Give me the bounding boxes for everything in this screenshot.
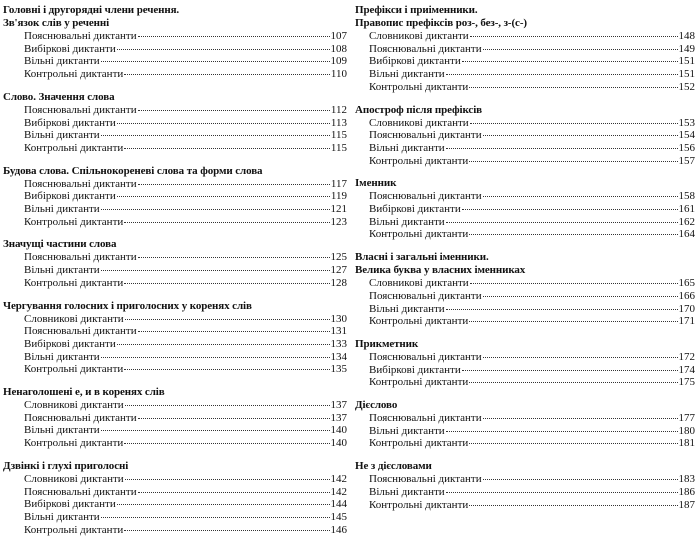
toc-entry[interactable] (355, 364, 695, 377)
entry-label: Контрольні диктанти (369, 80, 469, 93)
dot-leader (469, 443, 677, 444)
dot-leader (483, 357, 678, 358)
toc-section (355, 251, 695, 328)
entry-page-number: 149 (678, 42, 695, 55)
dot-leader (125, 405, 330, 406)
toc-section (3, 91, 347, 155)
toc-entry[interactable] (355, 437, 695, 450)
toc-entry[interactable] (3, 30, 347, 43)
section-heading: Головні і другорядні члени речення. (3, 4, 180, 16)
entry-label: Контрольні диктанти (24, 215, 124, 228)
entry-page-number: 140 (330, 437, 347, 450)
toc-entry[interactable] (3, 524, 347, 537)
section-heading: Ненаголошені е, и в коренях слів (3, 386, 165, 399)
toc-entry[interactable] (355, 376, 695, 389)
entry-label: Контрольні диктанти (24, 276, 124, 289)
toc-entry[interactable] (3, 399, 347, 412)
entry-label: Вільні диктанти (24, 129, 100, 142)
entry-page-number: 140 (330, 424, 347, 437)
entry-page-number: 112 (330, 103, 347, 116)
dot-leader (469, 505, 677, 506)
entry-page-number: 137 (330, 411, 347, 424)
toc-entry[interactable] (3, 363, 347, 376)
entry-page-number: 142 (330, 485, 347, 498)
toc-section (3, 165, 347, 229)
toc-section (355, 399, 695, 450)
entry-page-number: 134 (330, 350, 347, 363)
section-heading: Дзвінкі і глухі приголосні (3, 459, 129, 472)
toc-entry[interactable] (355, 351, 695, 364)
entry-page-number: 156 (678, 141, 695, 154)
toc-entry[interactable] (355, 117, 695, 130)
dot-leader (483, 196, 678, 197)
dot-leader (462, 370, 678, 371)
entry-page-number: 164 (678, 228, 695, 241)
entry-page-number: 127 (330, 264, 347, 277)
toc-entry[interactable] (355, 499, 695, 512)
section-heading: Іменник (355, 177, 397, 190)
entry-label: Вибіркові диктанти (24, 42, 116, 55)
dot-leader (470, 283, 678, 284)
entry-label: Вільні диктанти (24, 55, 100, 68)
dot-leader (462, 61, 678, 62)
entry-label: Вільні диктанти (24, 350, 100, 363)
entry-page-number: 153 (678, 116, 695, 129)
toc-entry[interactable] (3, 277, 347, 290)
entry-label: Пояснювальні диктанти (369, 289, 482, 302)
dot-leader (117, 196, 330, 197)
entry-label: Контрольні диктанти (24, 437, 124, 450)
entry-label: Контрольні диктанти (24, 363, 124, 376)
section-heading: Значущі частини слова (3, 238, 117, 251)
dot-leader (446, 492, 678, 493)
entry-page-number: 119 (330, 190, 347, 203)
entry-page-number: 117 (330, 177, 347, 190)
toc-entry[interactable] (355, 55, 695, 68)
toc-entry[interactable] (3, 216, 347, 229)
entry-label: Пояснювальні диктанти (24, 485, 137, 498)
section-heading: Префікси і приіменники. (355, 4, 478, 16)
entry-page-number: 108 (330, 42, 347, 55)
dot-leader (446, 431, 678, 432)
entry-page-number: 180 (678, 424, 695, 437)
dot-leader (101, 209, 330, 210)
dot-leader (124, 369, 329, 370)
entry-label: Контрольні диктанти (369, 376, 469, 389)
entry-label: Словникові диктанти (24, 472, 124, 485)
entry-label: Пояснювальні диктанти (369, 129, 482, 142)
entry-page-number: 152 (678, 80, 695, 93)
entry-label: Вибіркові диктанти (24, 337, 116, 350)
toc-section (3, 300, 347, 377)
toc-entry[interactable] (355, 155, 695, 168)
toc-entry[interactable] (355, 43, 695, 56)
entry-label: Вільні диктанти (24, 424, 100, 437)
entry-label: Вільні диктанти (24, 203, 100, 216)
dot-leader (138, 257, 330, 258)
entry-label: Пояснювальні диктанти (24, 411, 137, 424)
entry-label: Словникові диктанти (369, 277, 469, 290)
entry-label: Вільні диктанти (369, 302, 445, 315)
entry-label: Словникові диктанти (24, 312, 124, 325)
dot-leader (124, 530, 329, 531)
dot-leader (125, 479, 330, 480)
toc-entry[interactable] (355, 412, 695, 425)
toc-entry[interactable] (3, 313, 347, 326)
dot-leader (469, 161, 677, 162)
toc-section (3, 238, 347, 289)
dot-leader (446, 222, 678, 223)
entry-page-number: 151 (678, 55, 695, 68)
entry-page-number: 161 (678, 203, 695, 216)
toc-entry[interactable] (355, 315, 695, 328)
toc-entry[interactable] (3, 424, 347, 437)
dot-leader (124, 283, 329, 284)
toc-entry[interactable] (355, 81, 695, 94)
entry-page-number: 174 (678, 363, 695, 376)
entry-page-number: 157 (678, 154, 695, 167)
entry-page-number: 186 (678, 485, 695, 498)
toc-entry[interactable] (355, 129, 695, 142)
dot-leader (469, 321, 677, 322)
dot-leader (483, 49, 678, 50)
section-heading: Будова слова. Спільнокореневі слова та форми слова (3, 164, 263, 177)
entry-page-number: 175 (678, 376, 695, 389)
toc-entry[interactable] (3, 486, 347, 499)
entry-page-number: 146 (330, 523, 347, 536)
toc-entry[interactable] (3, 178, 347, 191)
entry-label: Вільні диктанти (369, 141, 445, 154)
entry-page-number: 148 (678, 30, 695, 42)
toc-entry[interactable] (3, 264, 347, 277)
entry-label: Вільні диктанти (369, 68, 445, 81)
entry-label: Вибіркові диктанти (369, 363, 461, 376)
toc-entry[interactable] (355, 68, 695, 81)
entry-label: Пояснювальні диктанти (24, 251, 137, 264)
section-heading: Чергування голосних і приголосних у коренях слів (3, 299, 252, 312)
dot-leader (138, 418, 330, 419)
entry-page-number: 177 (678, 412, 695, 425)
entry-page-number: 166 (678, 289, 695, 302)
toc-entry[interactable] (355, 303, 695, 316)
toc-entry[interactable] (3, 338, 347, 351)
toc-right-column (355, 4, 695, 511)
entry-page-number: 151 (678, 68, 695, 81)
dot-leader (101, 357, 330, 358)
toc-entry[interactable] (3, 251, 347, 264)
entry-page-number: 110 (330, 68, 347, 81)
entry-label: Пояснювальні диктанти (24, 177, 137, 190)
entry-page-number: 133 (330, 337, 347, 350)
toc-entry[interactable] (3, 104, 347, 117)
toc-entry[interactable] (355, 30, 695, 43)
dot-leader (138, 331, 330, 332)
section-heading: Слово. Значення слова (3, 90, 115, 103)
dot-leader (469, 234, 677, 235)
entry-label: Вільні диктанти (24, 510, 100, 523)
entry-label: Вільні диктанти (369, 215, 445, 228)
toc-entry[interactable] (355, 290, 695, 303)
dot-leader (101, 61, 330, 62)
entry-page-number: 107 (330, 30, 347, 42)
toc-entry[interactable] (3, 412, 347, 425)
dot-leader (470, 123, 678, 124)
toc-entry[interactable] (355, 486, 695, 499)
dot-leader (483, 296, 678, 297)
entry-label: Вибіркові диктанти (24, 116, 116, 129)
section-heading: Правопис префіксів роз-, без-, з-(с-) (355, 17, 527, 29)
entry-page-number: 115 (330, 129, 347, 142)
section-heading: Зв'язок слів у реченні (3, 17, 110, 29)
entry-label: Вибіркові диктанти (369, 203, 461, 216)
entry-label: Пояснювальні диктанти (369, 42, 482, 55)
entry-label: Словникові диктанти (369, 116, 469, 129)
entry-label: Пояснювальні диктанти (24, 325, 137, 338)
toc-entry[interactable] (355, 277, 695, 290)
toc-entry[interactable] (3, 498, 347, 511)
dot-leader (101, 270, 330, 271)
entry-label: Словникові диктанти (369, 30, 469, 42)
dot-leader (101, 430, 330, 431)
dot-leader (462, 209, 678, 210)
entry-page-number: 135 (330, 363, 347, 376)
dot-leader (483, 418, 678, 419)
entry-page-number: 128 (330, 276, 347, 289)
toc-entry[interactable] (3, 351, 347, 364)
entry-label: Вибіркові диктанти (24, 190, 116, 203)
toc-section (3, 386, 347, 450)
entry-label: Контрольні диктанти (24, 68, 124, 81)
section-heading: Дієслово (355, 399, 398, 412)
entry-label: Пояснювальні диктанти (369, 190, 482, 203)
dot-leader (138, 184, 330, 185)
toc-entry[interactable] (355, 190, 695, 203)
entry-label: Вільні диктанти (369, 485, 445, 498)
entry-label: Пояснювальні диктанти (24, 103, 137, 116)
section-heading: Прикметник (355, 337, 419, 350)
toc-entry[interactable] (3, 437, 347, 450)
toc-entry[interactable] (3, 142, 347, 155)
entry-page-number: 125 (330, 251, 347, 264)
toc-left-column (3, 4, 347, 536)
entry-label: Пояснювальні диктанти (369, 473, 482, 486)
dot-leader (124, 74, 330, 75)
dot-leader (483, 135, 678, 136)
entry-page-number: 181 (678, 437, 695, 450)
dot-leader (117, 344, 330, 345)
entry-page-number: 142 (330, 472, 347, 485)
section-heading: Не з дієсловами (355, 460, 432, 473)
dot-leader (446, 74, 678, 75)
entry-label: Пояснювальні диктанти (369, 350, 482, 363)
toc-section (3, 4, 347, 81)
entry-page-number: 162 (678, 215, 695, 228)
dot-leader (124, 443, 329, 444)
toc-entry[interactable] (3, 68, 347, 81)
entry-page-number: 113 (330, 116, 347, 129)
entry-page-number: 131 (330, 325, 347, 338)
dot-leader (138, 492, 330, 493)
dot-leader (470, 36, 678, 37)
dot-leader (124, 148, 330, 149)
toc-entry[interactable] (355, 142, 695, 155)
entry-page-number: 154 (678, 129, 695, 142)
dot-leader (483, 479, 678, 480)
dot-leader (446, 148, 678, 149)
toc-section (355, 4, 695, 94)
dot-leader (138, 36, 330, 37)
entry-page-number: 130 (330, 312, 347, 325)
toc-entry[interactable] (3, 129, 347, 142)
entry-label: Вибіркові диктанти (369, 55, 461, 68)
section-heading: Велика буква у власних іменниках (355, 264, 526, 277)
entry-label: Контрольні диктанти (24, 523, 124, 536)
entry-page-number: 165 (678, 277, 695, 290)
dot-leader (117, 49, 330, 50)
dot-leader (117, 504, 330, 505)
toc-entry[interactable] (3, 190, 347, 203)
entry-label: Контрольні диктанти (369, 498, 469, 511)
toc-section (355, 104, 695, 168)
dot-leader (101, 135, 330, 136)
toc-entry[interactable] (3, 203, 347, 216)
section-heading: Апостроф після префіксів (355, 103, 483, 116)
entry-page-number: 187 (678, 498, 695, 511)
entry-label: Пояснювальні диктанти (24, 30, 137, 42)
toc-entry[interactable] (355, 473, 695, 486)
entry-label: Контрольні диктанти (369, 437, 469, 450)
entry-label: Вільні диктанти (24, 264, 100, 277)
toc-entry[interactable] (355, 216, 695, 229)
dot-leader (101, 517, 330, 518)
entry-page-number: 171 (678, 315, 695, 328)
entry-page-number: 115 (330, 141, 347, 154)
entry-label: Пояснювальні диктанти (369, 412, 482, 425)
entry-page-number: 172 (678, 350, 695, 363)
dot-leader (469, 87, 677, 88)
toc-section (3, 460, 347, 537)
dot-leader (117, 123, 330, 124)
entry-page-number: 145 (330, 510, 347, 523)
entry-page-number: 109 (330, 55, 347, 68)
toc-section (355, 460, 695, 511)
entry-label: Вільні диктанти (369, 424, 445, 437)
entry-page-number: 144 (330, 498, 347, 511)
dot-leader (125, 319, 330, 320)
toc-entry[interactable] (3, 325, 347, 338)
entry-page-number: 170 (678, 302, 695, 315)
toc-entry[interactable] (3, 473, 347, 486)
toc-entry[interactable] (3, 43, 347, 56)
entry-page-number: 158 (678, 190, 695, 203)
entry-label: Вибіркові диктанти (24, 498, 116, 511)
entry-label: Контрольні диктанти (369, 315, 469, 328)
section-heading: Власні і загальні іменники. (355, 251, 489, 264)
toc-entry[interactable] (3, 55, 347, 68)
dot-leader (138, 110, 330, 111)
entry-page-number: 137 (330, 399, 347, 412)
toc-entry[interactable] (3, 117, 347, 130)
dot-leader (124, 222, 329, 223)
toc-entry[interactable] (3, 511, 347, 524)
entry-label: Контрольні диктанти (369, 154, 469, 167)
dot-leader (446, 309, 678, 310)
toc-entry[interactable] (355, 203, 695, 216)
toc-section (355, 338, 695, 389)
entry-page-number: 123 (330, 215, 347, 228)
toc-entry[interactable] (355, 425, 695, 438)
entry-label: Контрольні диктанти (369, 228, 469, 241)
entry-label: Контрольні диктанти (24, 141, 124, 154)
toc-section (355, 177, 695, 241)
entry-page-number: 183 (678, 473, 695, 486)
dot-leader (469, 382, 677, 383)
toc-entry[interactable] (355, 228, 695, 241)
entry-page-number: 121 (330, 203, 347, 216)
entry-label: Словникові диктанти (24, 399, 124, 412)
